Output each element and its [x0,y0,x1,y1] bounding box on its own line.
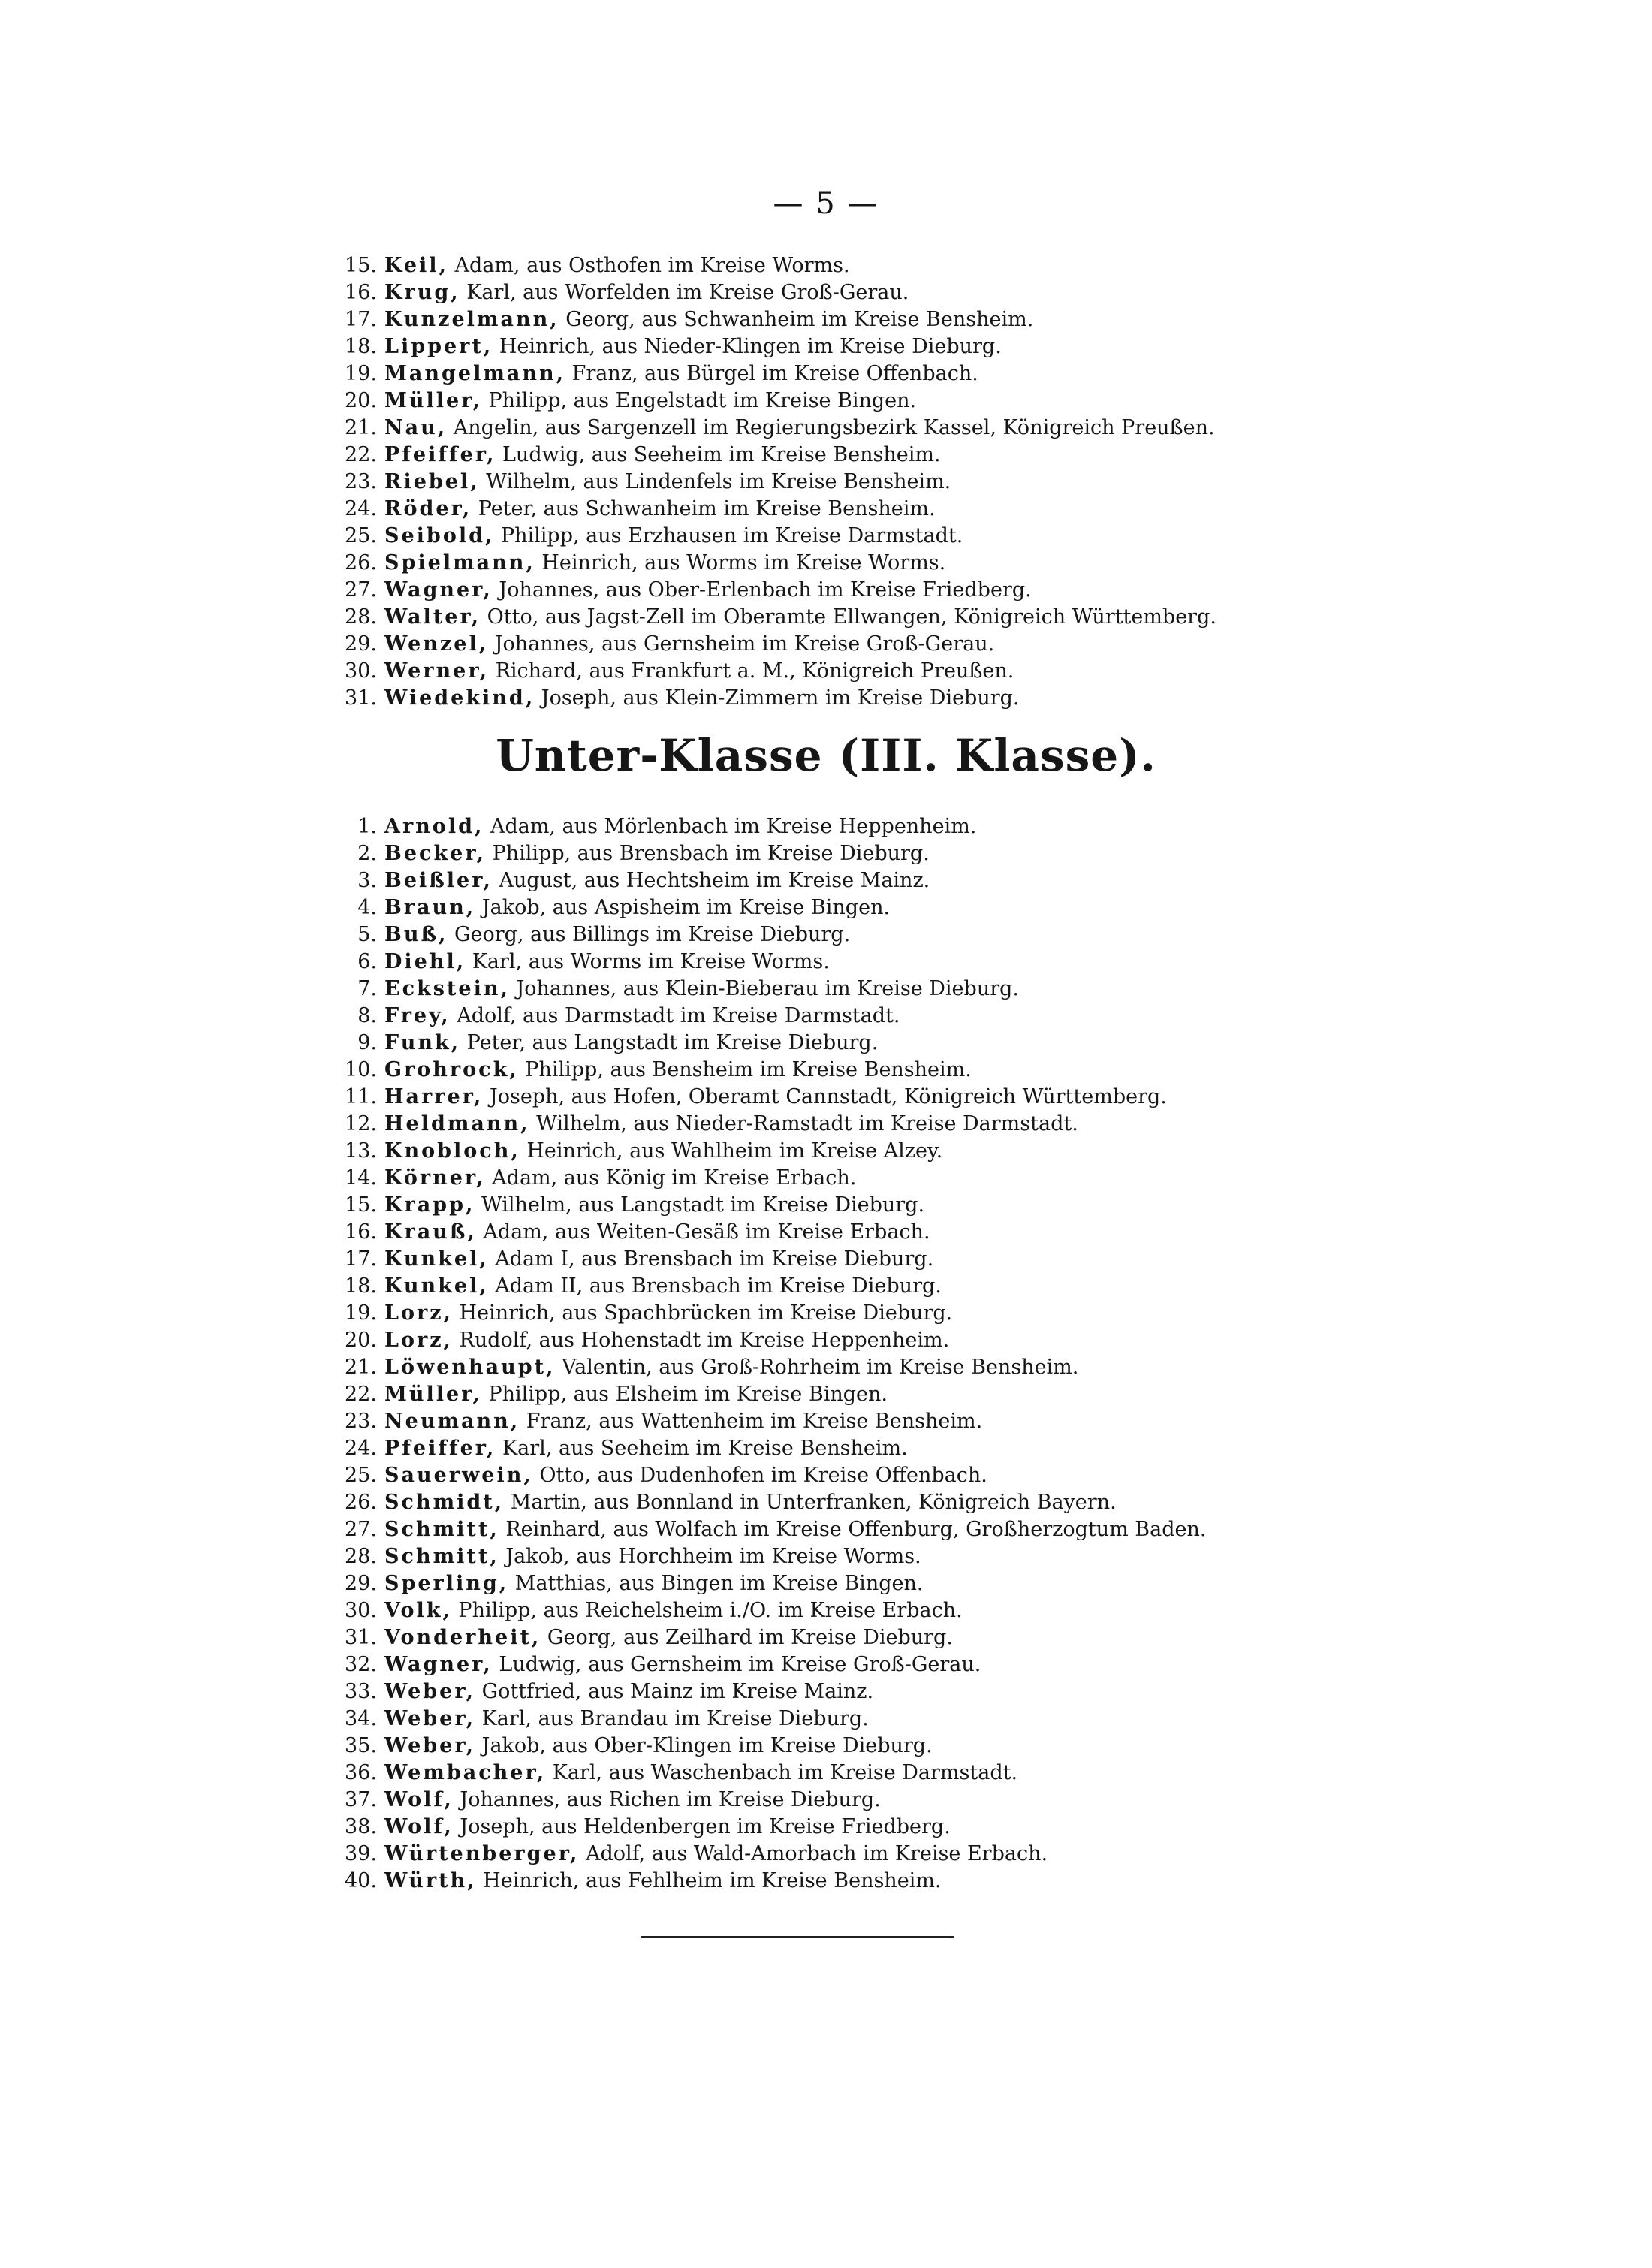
entry-number: 10. [345,1058,377,1081]
list-item [330,1003,1322,1030]
list-item [330,1678,1322,1706]
list-item [330,469,1322,496]
list-item [330,1733,1322,1760]
entry-number: 21. [345,416,377,439]
entry-number: 11. [345,1085,377,1108]
entry-surname: Pfeiffer, [384,1437,496,1460]
entry-number: 24. [345,1437,377,1460]
list-item [330,1030,1322,1057]
entry-details: Ludwig, aus Seeheim im Kreise Bensheim. [496,443,941,466]
entry-surname: Weber, [384,1680,476,1703]
list-item [330,1462,1322,1489]
entry-details: Joseph, aus Heldenbergen im Kreise Friedberg. [453,1815,951,1838]
entry-details: Adolf, aus Darmstadt im Kreise Darmstadt. [450,1004,900,1027]
list-item [330,1219,1322,1246]
entry-number: 15. [345,1193,377,1217]
list-item [330,415,1322,442]
list-item [330,658,1322,685]
entry-details: Heinrich, aus Wahlheim im Kreise Alzey. [520,1139,943,1163]
list-item [330,1084,1322,1111]
entry-surname: Sperling, [384,1572,509,1595]
entry-details: Adam I, aus Brensbach im Kreise Dieburg. [488,1247,934,1271]
entry-surname: Schmidt, [384,1491,505,1514]
entry-details: Valentin, aus Groß-Rohrheim im Kreise Bensheim. [555,1356,1079,1379]
entry-number: 30. [345,659,377,683]
entry-surname: Wagner, [384,578,493,602]
list-item [330,1868,1322,1895]
entry-surname: Funk, [384,1031,461,1054]
entry-number: 38. [345,1815,377,1838]
entry-surname: Mangelmann, [384,362,566,385]
entry-surname: Heldmann, [384,1112,530,1136]
entry-surname: Schmitt, [384,1545,499,1568]
list-item [330,1570,1322,1597]
entry-number: 17. [345,308,377,331]
entry-number: 16. [345,281,377,304]
entry-details: Joseph, aus Klein-Zimmern im Kreise Dieburg. [535,686,1020,710]
entry-details: Johannes, aus Klein-Bieberau im Kreise Dieburg. [509,977,1019,1000]
list-item [330,388,1322,415]
entry-details: Peter, aus Schwanheim im Kreise Bensheim. [472,497,936,520]
entry-number: 35. [345,1734,377,1757]
entry-surname: Vonderheit, [384,1626,541,1649]
entry-surname: Müller, [384,389,482,412]
entry-number: 8. [357,1004,377,1027]
entry-number: 28. [345,1545,377,1568]
entry-surname: Seibold, [384,524,495,547]
entry-surname: Kunzelmann, [384,308,559,331]
entry-number: 1. [357,815,377,838]
entry-surname: Müller, [384,1383,482,1406]
list-item [330,1138,1322,1165]
entry-number: 27. [345,1518,377,1541]
entry-details: Heinrich, aus Spachbrücken im Kreise Dieburg. [452,1301,953,1325]
list-item [330,1354,1322,1381]
entry-number: 2. [357,842,377,865]
entry-surname: Diehl, [384,950,466,973]
entry-surname: Braun, [384,896,476,919]
entry-number: 21. [345,1356,377,1379]
entry-number: 18. [345,1274,377,1298]
entry-number: 40. [345,1869,377,1893]
list-item [330,1516,1322,1543]
entry-number: 20. [345,389,377,412]
entry-number: 27. [345,578,377,602]
entry-surname: Lorz, [384,1301,453,1325]
entry-surname: Riebel, [384,470,480,493]
entry-surname: Krapp, [384,1193,475,1217]
entry-number: 19. [345,362,377,385]
list-item [330,1381,1322,1408]
entry-details: Franz, aus Bürgel im Kreise Offenbach. [565,362,978,385]
list-item [330,1300,1322,1327]
entry-details: Franz, aus Wattenheim im Kreise Bensheim. [520,1410,983,1433]
entry-number: 4. [357,896,377,919]
entry-surname: Krug, [384,281,460,304]
list-item [330,1111,1322,1138]
entry-number: 30. [345,1599,377,1622]
entry-surname: Röder, [384,497,472,520]
entry-number: 36. [345,1761,377,1784]
list-item [330,1165,1322,1192]
list-item [330,1543,1322,1570]
entry-number: 28. [345,605,377,629]
entry-details: Peter, aus Langstadt im Kreise Dieburg. [460,1031,879,1054]
list-item [330,1841,1322,1868]
list-item [330,523,1322,550]
entry-number: 33. [345,1680,377,1703]
entry-surname: Wembacher, [384,1761,547,1784]
list-item [330,1624,1322,1651]
entry-details: Ludwig, aus Gernsheim im Kreise Groß-Gerau. [492,1653,981,1676]
list-item [330,1787,1322,1814]
entry-details: Karl, aus Worfelden im Kreise Groß-Gerau. [460,281,909,304]
entry-details: Gottfried, aus Mainz im Kreise Mainz. [475,1680,874,1703]
entry-details: Philipp, aus Elsheim im Kreise Bingen. [481,1383,888,1406]
entry-number: 34. [345,1707,377,1730]
list-item [330,442,1322,469]
list-item [330,496,1322,523]
entry-number: 24. [345,497,377,520]
entry-details: Karl, aus Seeheim im Kreise Bensheim. [496,1437,908,1460]
entry-details: Jakob, aus Aspisheim im Kreise Bingen. [475,896,891,919]
entry-details: Adolf, aus Wald-Amorbach im Kreise Erbach. [579,1842,1048,1865]
list-item [330,1273,1322,1300]
entry-number: 25. [345,1464,377,1487]
entry-number: 13. [345,1139,377,1163]
entry-surname: Buß, [384,923,448,946]
list-item [330,360,1322,388]
list-item [330,1814,1322,1841]
entry-number: 7. [357,977,377,1000]
list-item [330,685,1322,712]
entry-surname: Spielmann, [384,551,535,575]
list-item [330,333,1322,360]
entry-surname: Eckstein, [384,977,510,1000]
list-item [330,1706,1322,1733]
entry-number: 37. [345,1788,377,1811]
entry-number: 20. [345,1329,377,1352]
entry-details: Jakob, aus Horchheim im Kreise Worms. [499,1545,921,1568]
entry-details: Angelin, aus Sargenzell im Regierungsbezirk Kassel, Königreich Preußen. [447,416,1215,439]
entry-number: 26. [345,551,377,575]
entry-number: 32. [345,1653,377,1676]
entry-details: Heinrich, aus Worms im Kreise Worms. [535,551,946,575]
entry-surname: Werner, [384,659,489,683]
entry-details: Adam, aus Weiten-Gesäß im Kreise Erbach. [476,1220,930,1244]
section-heading: Unter-Klasse (III. Klasse). [496,730,1156,781]
entry-details: Johannes, aus Ober-Erlenbach im Kreise Friedberg. [492,578,1032,602]
entry-number: 31. [345,1626,377,1649]
list-item [330,252,1322,279]
entry-number: 14. [345,1166,377,1190]
entry-details: Adam, aus Mörlenbach im Kreise Heppenheim. [484,815,977,838]
entry-details: Otto, aus Jagst-Zell im Oberamte Ellwangen, Königreich Württemberg. [481,605,1216,629]
entry-surname: Wolf, [384,1815,454,1838]
entry-number: 16. [345,1220,377,1244]
list-item [330,279,1322,306]
entry-surname: Volk, [384,1599,452,1622]
entry-details: August, aus Hechtsheim im Kreise Mainz. [492,869,930,892]
entry-surname: Harrer, [384,1085,484,1108]
entry-number: 15. [345,254,377,277]
entry-details: Heinrich, aus Fehlheim im Kreise Bensheim. [476,1869,942,1893]
entry-details: Reinhard, aus Wolfach im Kreise Offenburg, Großherzogtum Baden. [499,1518,1207,1541]
entry-number: 29. [345,1572,377,1595]
list-item [330,604,1322,631]
list-item [330,1651,1322,1678]
entry-number: 9. [357,1031,377,1054]
list-item [330,550,1322,577]
entry-details: Richard, aus Frankfurt a. M., Königreich Preußen. [489,659,1014,683]
entry-surname: Würth, [384,1869,477,1893]
entry-surname: Wenzel, [384,632,489,656]
entry-surname: Weber, [384,1734,476,1757]
entry-surname: Walter, [384,605,481,629]
entry-details: Philipp, aus Engelstadt im Kreise Bingen. [481,389,917,412]
entry-number: 17. [345,1247,377,1271]
entry-number: 6. [357,950,377,973]
entry-details: Joseph, aus Hofen, Oberamt Cannstadt, Königreich Württemberg. [483,1085,1167,1108]
entry-surname: Sauerwein, [384,1464,533,1487]
entry-details: Johannes, aus Gernsheim im Kreise Groß-Gerau. [488,632,995,656]
entry-details: Rudolf, aus Hohenstadt im Kreise Heppenheim. [452,1329,950,1352]
entry-details: Adam II, aus Brensbach im Kreise Dieburg. [488,1274,942,1298]
entry-number: 3. [357,869,377,892]
list-item [330,631,1322,658]
entry-surname: Wiedekind, [384,686,535,710]
list-item [330,1435,1322,1462]
entry-number: 12. [345,1112,377,1136]
entry-details: Wilhelm, aus Nieder-Ramstadt im Kreise Darmstadt. [529,1112,1078,1136]
entry-details: Philipp, aus Reichelsheim i./O. im Kreise Erbach. [451,1599,963,1622]
entry-surname: Körner, [384,1166,486,1190]
entry-surname: Wolf, [384,1788,454,1811]
entry-details: Martin, aus Bonnland in Unterfranken, Königreich Bayern. [504,1491,1117,1514]
list-item [330,976,1322,1003]
list-item [330,1192,1322,1219]
entry-details: Jakob, aus Ober-Klingen im Kreise Dieburg. [475,1734,933,1757]
list-item [330,1057,1322,1084]
entry-surname: Schmitt, [384,1518,499,1541]
entry-surname: Würtenberger, [384,1842,580,1865]
top-list [330,252,1322,712]
entry-surname: Arnold, [384,815,484,838]
entry-details: Karl, aus Brandau im Kreise Dieburg. [475,1707,869,1730]
entry-details: Heinrich, aus Nieder-Klingen im Kreise Dieburg. [493,335,1002,358]
entry-number: 18. [345,335,377,358]
list-item [330,867,1322,894]
list-item [330,306,1322,333]
list-item [330,921,1322,949]
entry-details: Philipp, aus Erzhausen im Kreise Darmstadt. [494,524,963,547]
entry-number: 26. [345,1491,377,1514]
list-item [330,1408,1322,1435]
entry-details: Karl, aus Waschenbach im Kreise Darmstadt. [546,1761,1018,1784]
entry-surname: Becker, [384,842,486,865]
entry-surname: Krauß, [384,1220,477,1244]
list-item [330,1246,1322,1273]
entry-surname: Wagner, [384,1653,493,1676]
entry-details: Matthias, aus Bingen im Kreise Bingen. [508,1572,924,1595]
entry-details: Philipp, aus Brensbach im Kreise Dieburg. [486,842,930,865]
entry-surname: Löwenhaupt, [384,1356,556,1379]
entry-surname: Neumann, [384,1410,520,1433]
entry-number: 25. [345,524,377,547]
entry-surname: Kunkel, [384,1247,489,1271]
entry-number: 22. [345,1383,377,1406]
entry-number: 39. [345,1842,377,1865]
entry-details: Wilhelm, aus Langstadt im Kreise Dieburg. [475,1193,925,1217]
list-item [330,949,1322,976]
list-item [330,1327,1322,1354]
entry-surname: Frey, [384,1004,451,1027]
entry-surname: Keil, [384,254,448,277]
entry-surname: Kunkel, [384,1274,489,1298]
entry-number: 19. [345,1301,377,1325]
entry-number: 29. [345,632,377,656]
entry-number: 5. [357,923,377,946]
entry-surname: Lorz, [384,1329,453,1352]
entry-details: Georg, aus Zeilhard im Kreise Dieburg. [541,1626,953,1649]
entry-number: 22. [345,443,377,466]
entry-details: Wilhelm, aus Lindenfels im Kreise Bensheim. [479,470,951,493]
bottom-list [330,813,1322,1895]
entry-number: 23. [345,470,377,493]
list-item [330,813,1322,840]
entry-details: Johannes, aus Richen im Kreise Dieburg. [453,1788,881,1811]
entry-details: Karl, aus Worms im Kreise Worms. [466,950,830,973]
list-item [330,894,1322,921]
entry-details: Georg, aus Schwanheim im Kreise Bensheim. [559,308,1034,331]
list-item [330,577,1322,604]
entry-surname: Grohrock, [384,1058,519,1081]
entry-details: Philipp, aus Bensheim im Kreise Bensheim. [518,1058,972,1081]
page-number: — 5 — [773,186,879,221]
entry-details: Adam, aus König im Kreise Erbach. [485,1166,857,1190]
entry-number: 31. [345,686,377,710]
entry-surname: Nau, [384,416,448,439]
closing-rule [641,1936,954,1938]
entry-details: Otto, aus Dudenhofen im Kreise Offenbach. [532,1464,987,1487]
list-item [330,1489,1322,1516]
entry-surname: Pfeiffer, [384,443,496,466]
entry-number: 23. [345,1410,377,1433]
entry-details: Georg, aus Billings im Kreise Dieburg. [448,923,851,946]
entry-details: Adam, aus Osthofen im Kreise Worms. [448,254,850,277]
list-item [330,840,1322,867]
entry-surname: Lippert, [384,335,493,358]
entry-surname: Knobloch, [384,1139,520,1163]
list-item [330,1760,1322,1787]
list-item [330,1597,1322,1624]
entry-surname: Beißler, [384,869,493,892]
entry-surname: Weber, [384,1707,476,1730]
